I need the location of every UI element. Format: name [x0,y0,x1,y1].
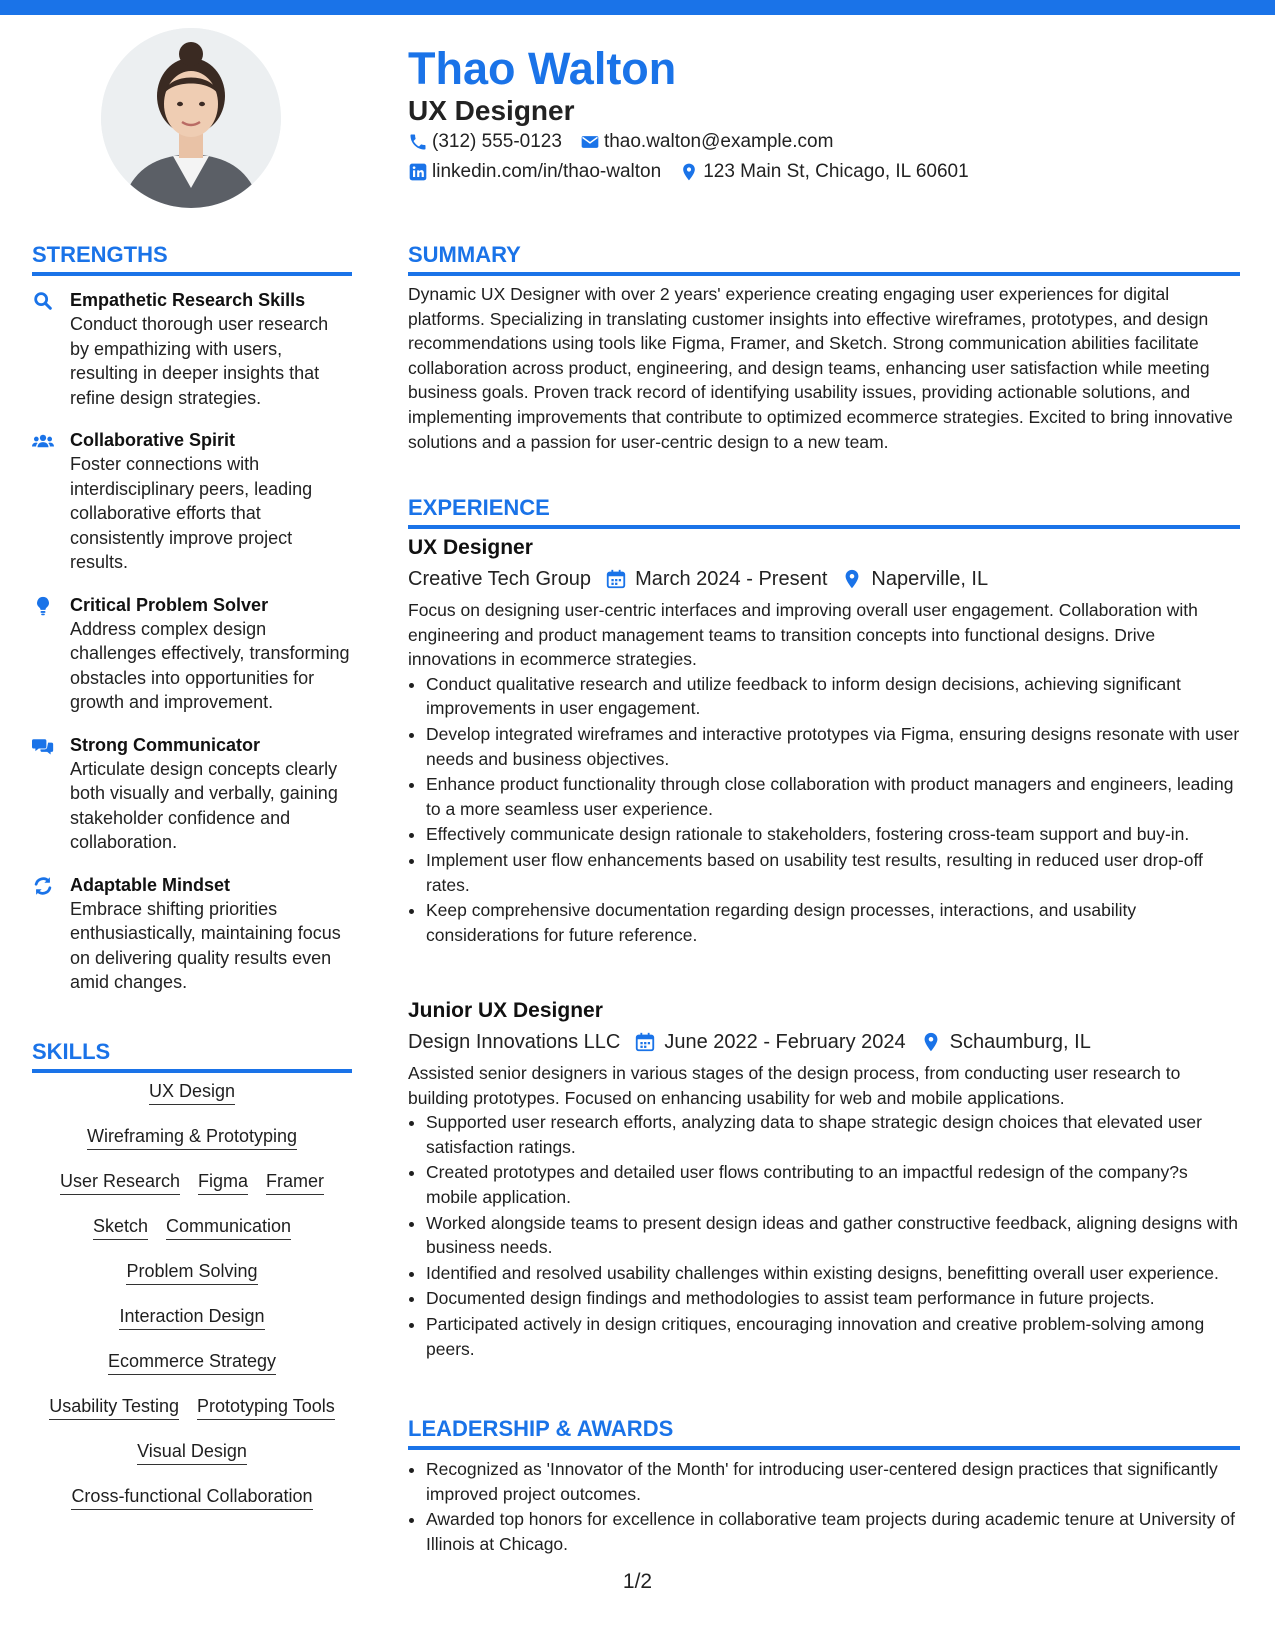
skill-tag: Problem Solving [126,1260,257,1285]
skills-heading: SKILLS [32,1039,111,1064]
job-bullets [408,672,1240,948]
job-title: UX Designer [408,536,533,559]
linkedin-contact[interactable] [408,161,661,183]
bullet-item: • Participated actively in design critiques, encouraging innovation and creative problem-solving among peers. [426,1312,1240,1361]
skills-list [32,1080,352,1530]
job-dates: March 2024 - Present [635,568,828,590]
strength-item [32,733,352,855]
experience-heading: EXPERIENCE [408,495,550,520]
company-name: Creative Tech Group [408,568,592,590]
strength-title: Strong Communicator [70,734,261,755]
skill-tag: Visual Design [137,1440,247,1465]
page-number: 1/2 [622,1570,653,1593]
job-title: Junior UX Designer [408,999,603,1022]
phone-contact[interactable] [408,131,562,153]
skill-row [32,1215,352,1240]
bullet-item: • Documented design findings and methodologies to assist team performance in future projects. [426,1286,1240,1311]
skill-row [32,1395,352,1420]
skill-tag: UX Design [149,1080,235,1105]
skill-tag: User Research [60,1170,180,1195]
users-icon [32,428,58,575]
email-contact[interactable] [580,131,833,153]
contact-row-1 [408,128,851,156]
contact-row-2 [408,158,987,186]
bullet-item: • Identified and resolved usability challenges within existing designs, benefitting overall user experience. [426,1261,1240,1286]
strength-item [32,428,352,575]
top-accent-bar [0,0,1275,15]
company-name: Design Innovations LLC [408,1031,621,1053]
map-pin-icon [679,162,699,182]
envelope-icon [580,132,600,152]
sync-icon [32,873,58,995]
job-dates: June 2022 - February 2024 [664,1031,906,1053]
job-description: Assisted senior designers in various stages of the design process, from conducting user research to building prototypes. Focused on enhancing usability for web and mobile applications. [408,1063,1181,1108]
job-description: Focus on designing user-centric interfaces and improving overall user engagement. Collaboration with engineering and product management teams to transition concepts into functional designs. Drive innovations in ecommerce strategies. [408,600,1198,670]
calendar-icon [634,1031,656,1053]
skill-tag: Ecommerce Strategy [108,1350,276,1375]
email-text: thao.walton@example.com [603,131,834,152]
strengths-rule [32,272,352,276]
skill-row [32,1125,352,1150]
skill-row [32,1440,352,1465]
job-meta [408,1027,1240,1057]
search-icon [32,288,58,410]
strength-title: Empathetic Research Skills [70,290,306,310]
profile-photo [101,28,281,208]
skill-tag: Framer [266,1170,324,1195]
skills-rule [32,1069,352,1073]
bullet-item: • Conduct qualitative research and utilize feedback to inform design decisions, achieving significant improvements in user engagement. [426,672,1240,721]
skill-row [32,1080,352,1105]
linkedin-icon [408,162,428,182]
job-bullets [408,1110,1240,1361]
map-pin-icon [920,1031,942,1053]
bullet-item: • Supported user research efforts, analyzing data to shape strategic design choices that elevated user satisfaction ratings. [426,1110,1240,1159]
skill-tag: Interaction Design [119,1305,264,1330]
bullet-item: • Effectively communicate design rationale to stakeholders, fostering cross-team support and buy-in. [426,822,1240,847]
chat-bubbles-icon [32,733,58,855]
job-entry-1 [408,534,1240,948]
job-location: Schaumburg, IL [949,1031,1091,1053]
strength-title: Adaptable Mindset [70,874,231,895]
bullet-item: • Keep comprehensive documentation regarding design processes, interactions, and usability considerations for future reference. [426,898,1240,947]
job-entry-2 [408,997,1240,1362]
strength-item [32,873,352,995]
candidate-title: UX Designer [408,95,575,126]
leadership-section [408,1457,1240,1557]
strength-description: Embrace shifting priorities enthusiastically, maintaining focus on delivering quality results even amid changes. [70,898,341,992]
phone-icon [408,132,428,152]
summary-text: Dynamic UX Designer with over 2 years' experience creating engaging user experiences for digital platforms. Specializing in translating customer insights into effective wireframes, prototypes, and design recommendations using tools like Figma, Framer, and Sketch. Strong communication abilities facilitate collaboration across product, engineering, and design teams, enhancing user satisfaction while meeting business goals. Proven track record of identifying usability issues, providing actionable solutions, and implementing improvements that contribute to optimized ecommerce strategies. Excited to bring innovative solutions and a passion for user-centric design to a new team. [408,284,1233,452]
skill-tag: Figma [198,1170,248,1195]
strength-description: Conduct thorough user research by empathizing with users, resulting in deeper insights that refine design strategies. [70,314,329,408]
address-contact [679,161,968,183]
bullet-item: • Recognized as 'Innovator of the Month' for introducing user-centered design practices that significantly improved project outcomes. [426,1457,1240,1506]
strength-item [32,593,352,715]
candidate-name: Thao Walton [408,43,677,94]
lightbulb-icon [32,593,58,715]
skill-tag: Usability Testing [49,1395,179,1420]
strength-title: Critical Problem Solver [70,594,269,615]
bullet-item: • Implement user flow enhancements based on usability test results, resulting in reduced user drop-off rates. [426,848,1240,897]
strength-description: Articulate design concepts clearly both visually and verbally, gaining stakeholder confidence and collaboration. [70,758,338,852]
skill-row [32,1305,352,1330]
skill-row [32,1170,352,1195]
bullet-item: • Develop integrated wireframes and interactive prototypes via Figma, ensuring designs resonate with user needs and business objectives. [426,722,1240,771]
skill-tag: Wireframing & Prototyping [87,1125,297,1150]
bullet-item: • Enhance product functionality through close collaboration with product managers and engineers, leading to a more seamless user experience. [426,772,1240,821]
experience-rule [408,525,1240,529]
skill-row [32,1350,352,1375]
skill-tag: Communication [166,1215,291,1240]
job-location: Naperville, IL [871,568,989,590]
skill-tag: Sketch [93,1215,148,1240]
summary-heading: SUMMARY [408,242,521,267]
bullet-item: • Created prototypes and detailed user flows contributing to an impactful redesign of the company?s mobile application. [426,1160,1240,1209]
skill-row [32,1260,352,1285]
strength-description: Foster connections with interdisciplinary peers, leading collaborative efforts that consistently improve project results. [70,454,313,572]
leadership-rule [408,1446,1240,1450]
strengths-heading: STRENGTHS [32,242,168,267]
summary-rule [408,272,1240,276]
bullet-item: • Worked alongside teams to present design ideas and gather constructive feedback, aligning designs with business needs. [426,1211,1240,1260]
leadership-heading: LEADERSHIP & AWARDS [408,1416,674,1441]
calendar-icon [605,568,627,590]
strength-item [32,288,352,410]
leadership-bullets [408,1457,1240,1556]
linkedin-text: linkedin.com/in/thao-walton [432,161,662,182]
skill-tag: Prototyping Tools [197,1395,335,1420]
strength-title: Collaborative Spirit [70,430,236,450]
address-text: 123 Main St, Chicago, IL 60601 [703,161,969,182]
strength-description: Address complex design challenges effectively, transforming obstacles into opportunities for growth and improvement. [70,618,350,712]
job-meta [408,564,1240,594]
map-pin-icon [841,568,863,590]
strengths-list [32,288,352,1013]
skill-tag: Cross-functional Collaboration [71,1485,312,1510]
skill-row [32,1485,352,1510]
summary-section [408,282,1240,454]
bullet-item: • Awarded top honors for excellence in collaborative team projects during academic tenure at University of Illinois at Chicago. [426,1507,1240,1556]
phone-text: (312) 555-0123 [432,131,562,152]
